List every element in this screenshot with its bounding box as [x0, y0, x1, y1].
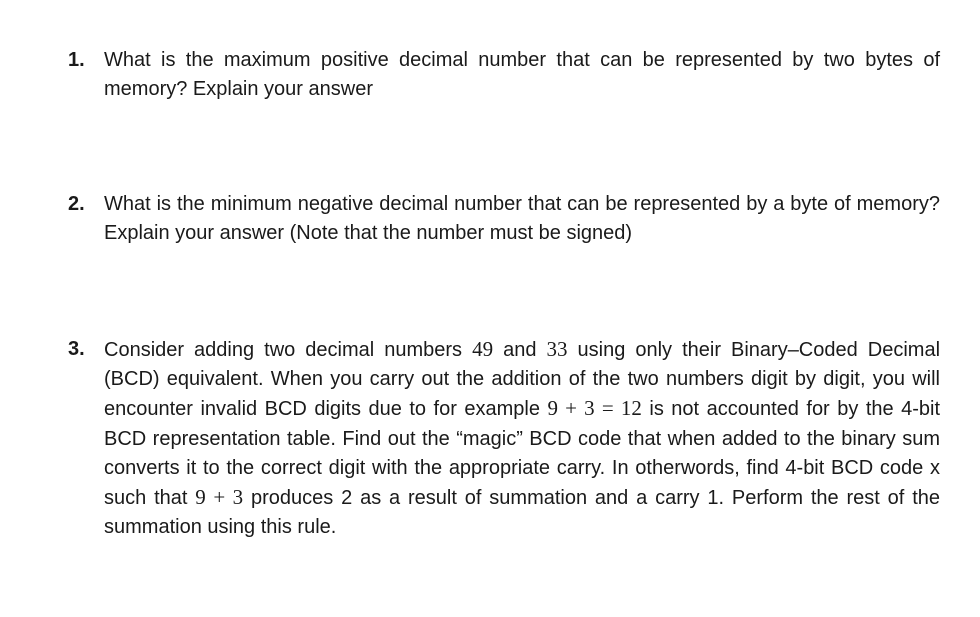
- question-2: [68, 190, 940, 248]
- question-3: [68, 335, 940, 542]
- math-expression: 9 + 3: [195, 485, 244, 510]
- question-text: What is the minimum negative decimal number that can be represented by a byte of memory? Explain your answer (Note that the number must be signed): [104, 193, 940, 244]
- question-text: What is the maximum positive decimal number that can be represented by two bytes of memory? Explain your answer: [104, 49, 940, 100]
- text-segment: is not accounted for by the 4-bit BCD representation table. Find out the “magic” BCD code that when added to the binary sum converts it to the correct digit with the appropriate carry. In otherwords, find 4-bit BCD code x such that: [104, 398, 941, 510]
- math-number: 49: [472, 337, 494, 361]
- text-segment: using only their Binary–Coded Decimal (BCD) equivalent. When you carry out the addition of the two numbers digit by digit, you will encounter invalid BCD digits due to for example: [104, 339, 941, 421]
- question-1: [68, 46, 940, 104]
- text-segment: Consider adding two decimal numbers: [104, 339, 473, 361]
- text-segment: and: [493, 339, 547, 361]
- question-number: 1.: [68, 49, 85, 71]
- math-expression: 9 + 3 = 12: [547, 396, 642, 421]
- question-number: 3.: [68, 338, 85, 360]
- math-number: 33: [546, 337, 568, 361]
- question-text: [104, 335, 940, 542]
- text-segment: produces 2 as a result of summation and a carry 1. Perform the rest of the summation using this rule.: [104, 487, 940, 539]
- question-number: 2.: [68, 193, 85, 215]
